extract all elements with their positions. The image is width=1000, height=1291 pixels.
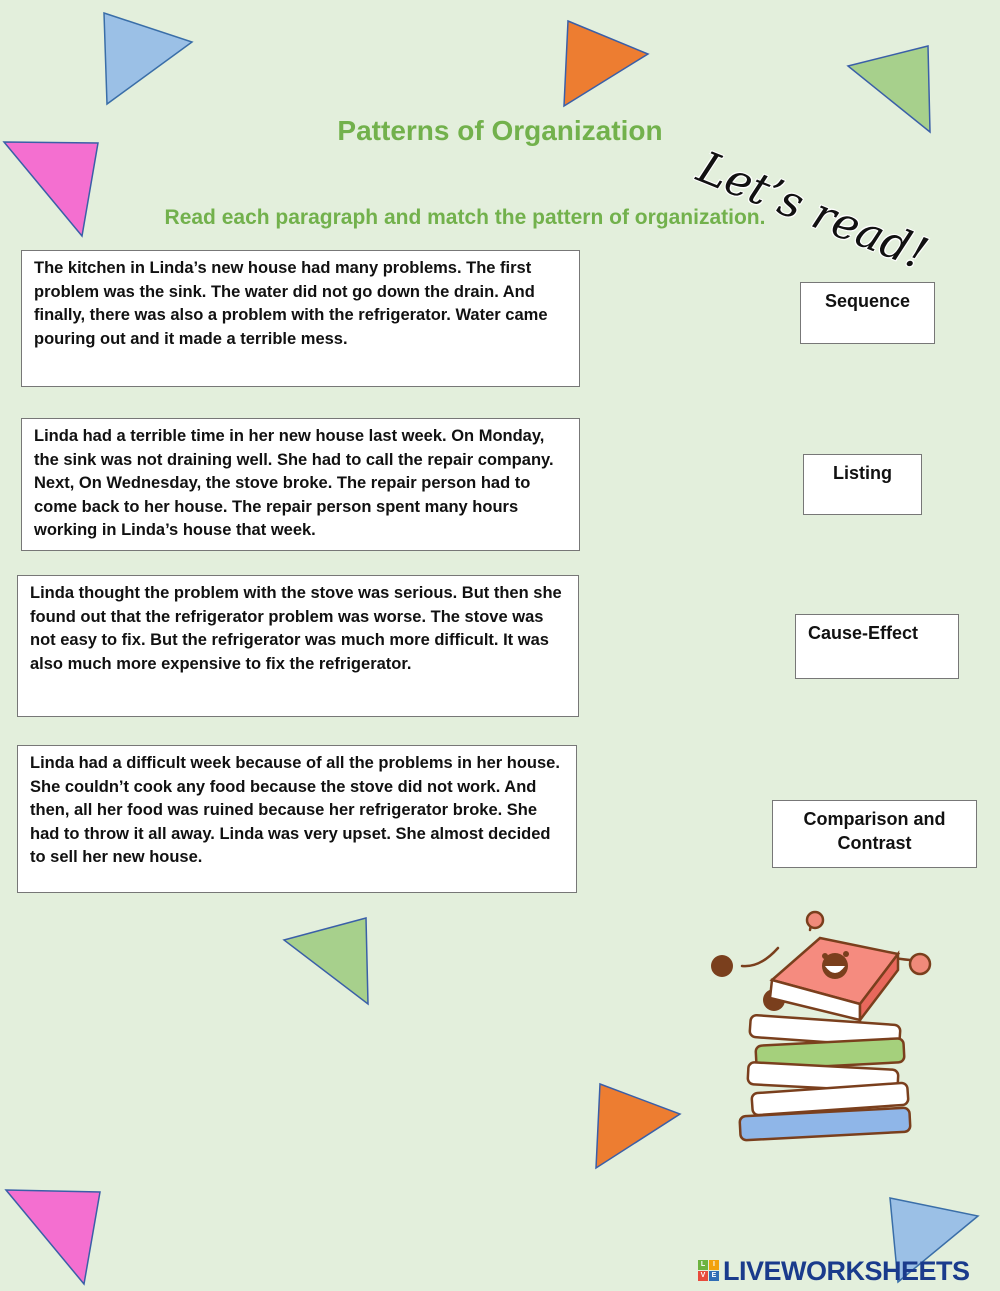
blue-triangle-top-left — [100, 10, 196, 108]
paragraph-box-3: Linda thought the problem with the stove was serious. But then she found out that the refrigerator problem was worse. The stove was not easy to fix. But the refrigerator was much more difficult. It was also much more expensive to fix the refrigerator. — [17, 575, 579, 717]
answer-comparison-contrast[interactable]: Comparison and Contrast — [772, 800, 977, 868]
orange-triangle-bottom — [594, 1080, 686, 1172]
paragraph-box-4: Linda had a difficult week because of all the problems in her house. She couldn’t cook any food because the stove did not work. And then, all her food was ruined because her refrigerator broke. She had to throw it all away. Linda was very upset. She almost decided to sell her new house. — [17, 745, 577, 893]
answer-listing[interactable]: Listing — [803, 454, 922, 515]
paragraph-box-2: Linda had a terrible time in her new house last week. On Monday, the sink was not draining well. She had to call the repair company. Next, On Wednesday, the stove broke. The repair person had to come back to her house. The repair person spent many hours working in Linda’s house that week. — [21, 418, 580, 551]
liveworksheets-logo — [698, 1254, 998, 1288]
green-triangle-top-right — [842, 42, 936, 136]
orange-triangle-top — [560, 18, 652, 110]
pink-triangle-bottom-left — [2, 1186, 106, 1288]
paragraph-box-1: The kitchen in Linda’s new house had many problems. The first problem was the sink. The water did not go down the drain. And finally, there was also a problem with the refrigerator. Water came pouring out and it made a terrible mess. — [21, 250, 580, 387]
answer-sequence[interactable]: Sequence — [800, 282, 935, 344]
page-title: Patterns of Organization — [337, 115, 663, 146]
green-triangle-middle — [280, 914, 374, 1008]
instruction-text: Read each paragraph and match the pattern of organization. — [164, 206, 766, 229]
top-hand — [807, 912, 823, 928]
right-hand — [910, 954, 930, 974]
book-stack-illustration — [700, 908, 940, 1158]
answer-cause-effect[interactable]: Cause-Effect — [795, 614, 959, 679]
logo-text: LIVEWORKSHEETS — [723, 1255, 970, 1286]
logo-icon: L I V E — [698, 1260, 720, 1282]
left-hand — [711, 955, 733, 977]
lets-read-heading: Let’s read! — [690, 141, 935, 281]
